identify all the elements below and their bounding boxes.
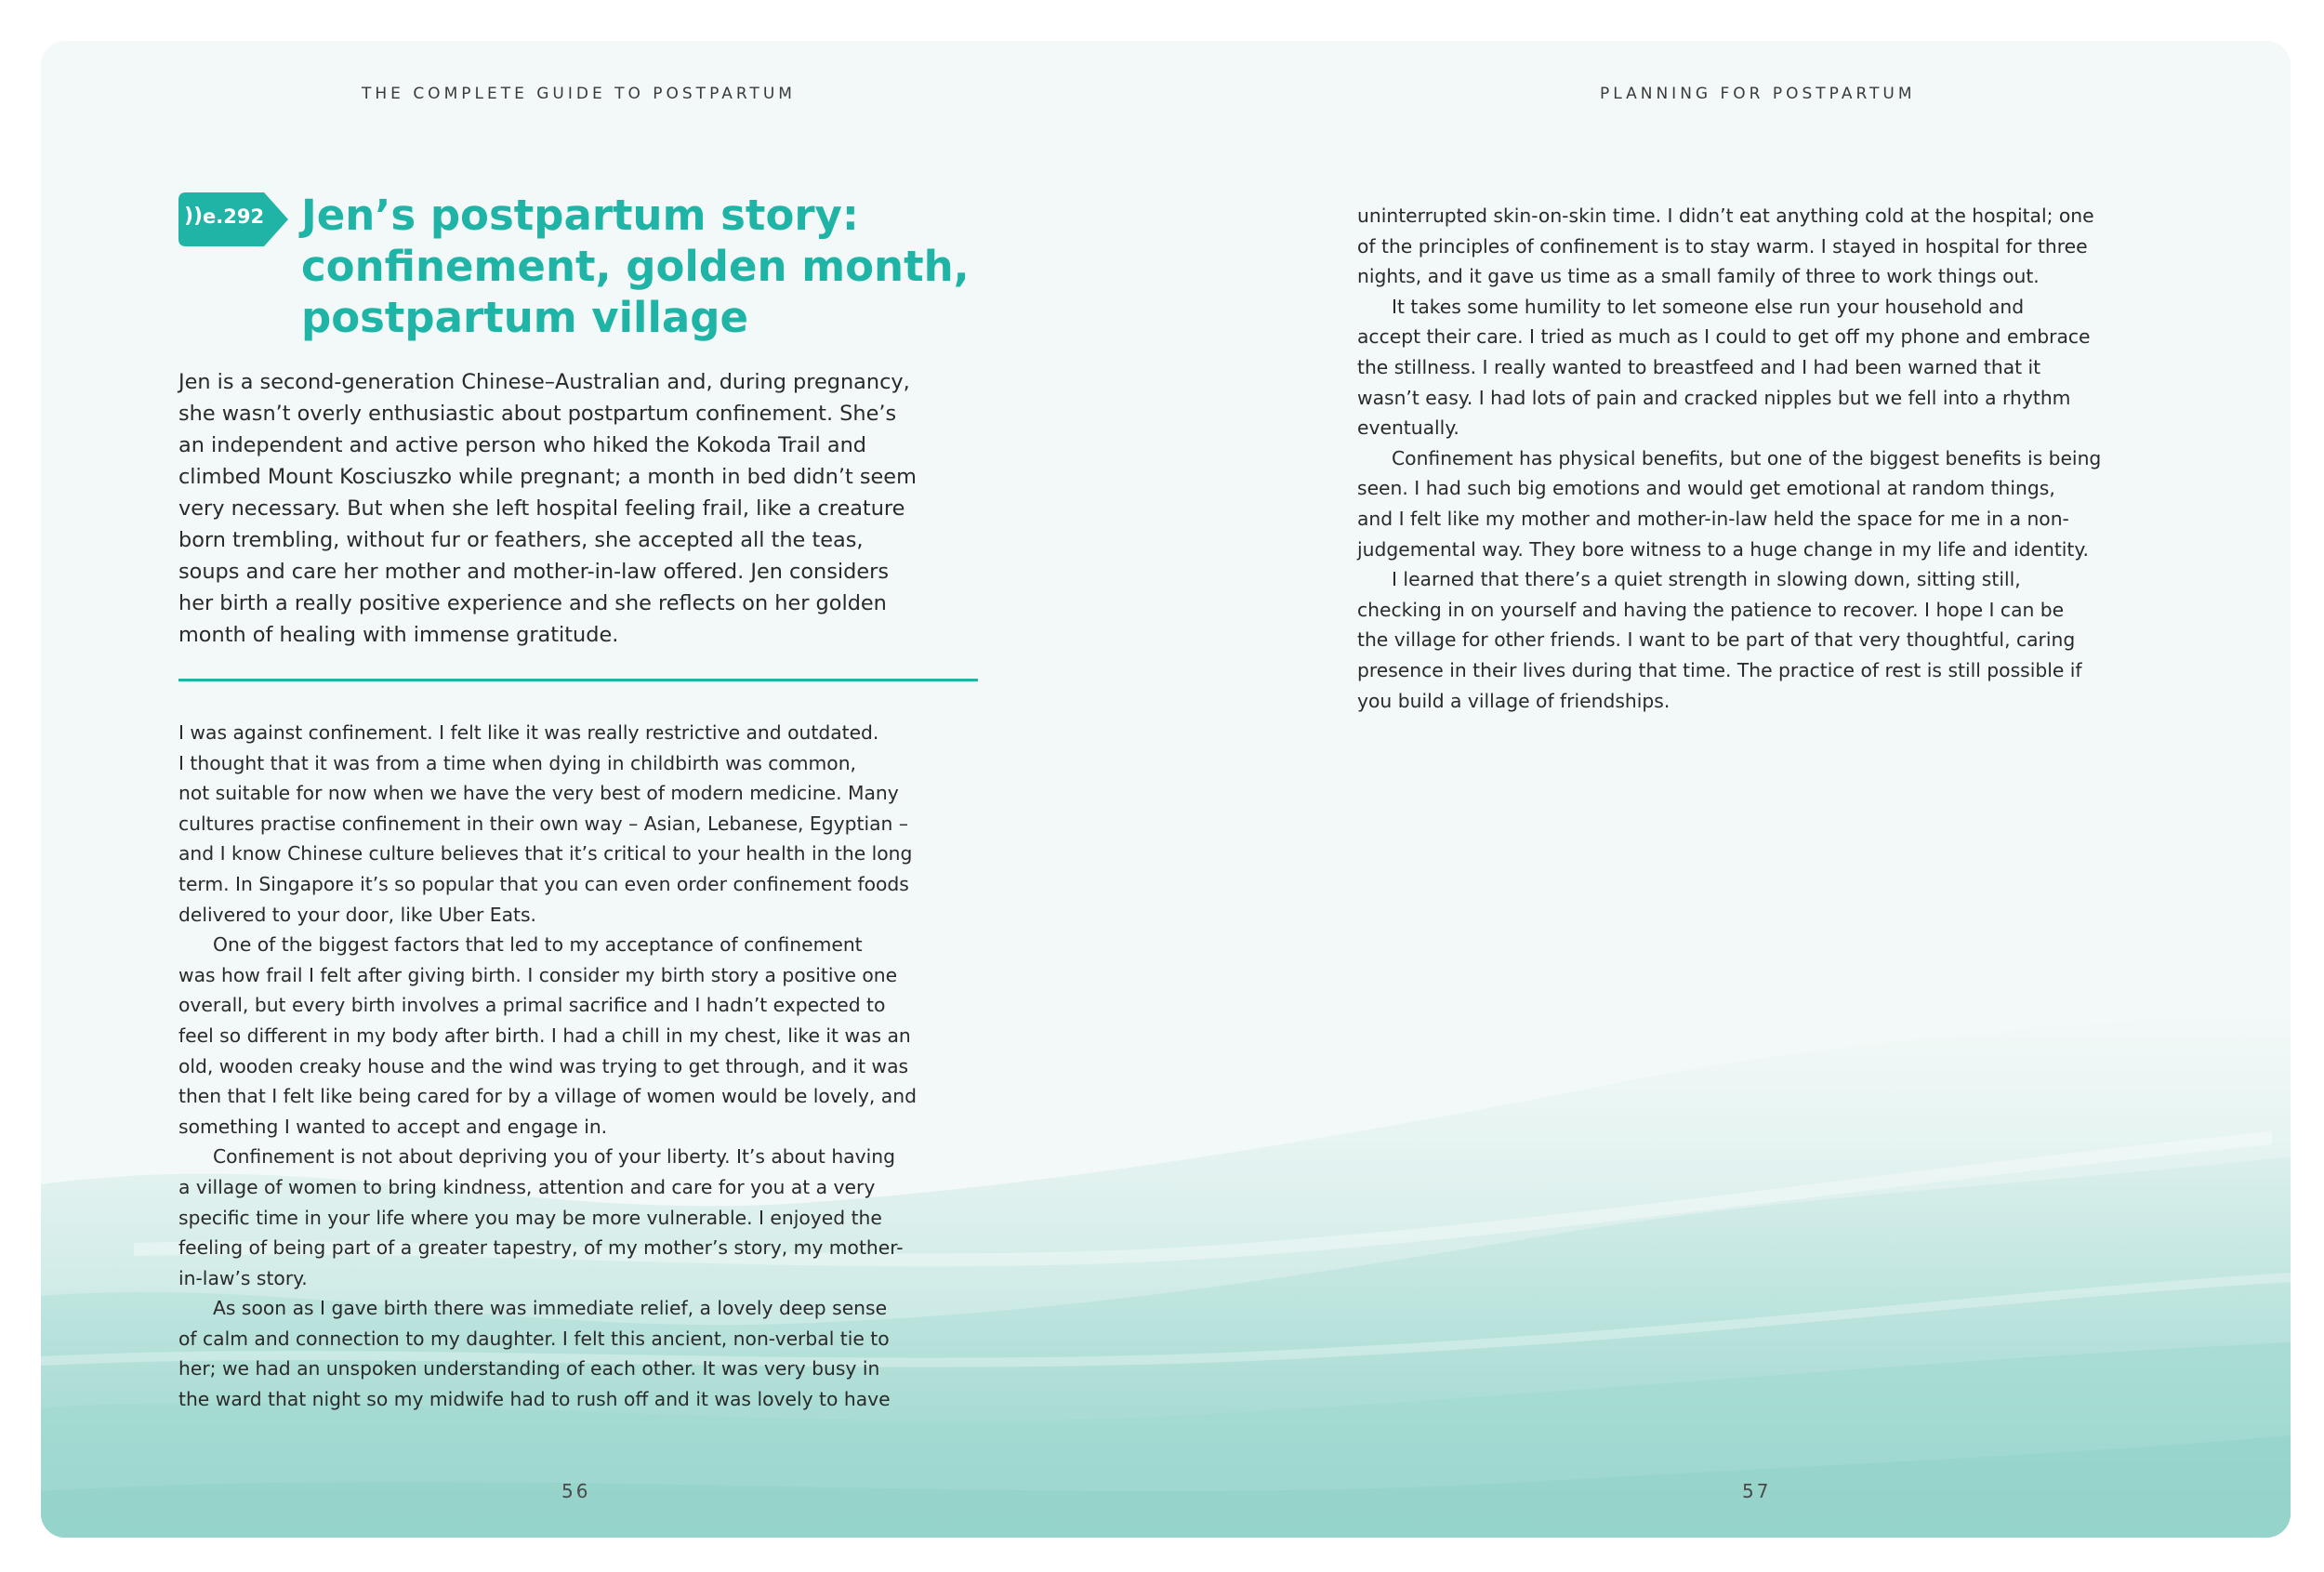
intro-line: month of healing with immense gratitude. <box>178 623 619 647</box>
body-line: you build a village of friendships. <box>1357 689 1670 712</box>
section-divider <box>178 679 978 681</box>
body-line: not suitable for now when we have the very best of modern medicine. Many <box>178 782 899 805</box>
heading-line: postpartum village <box>301 293 749 342</box>
body-line: nights, and it gave us time as a small family of three to work things out. <box>1357 265 2040 288</box>
intro-line: Jen is a second-generation Chinese–Australian and, during pregnancy, <box>178 370 910 394</box>
body-line: It takes some humility to let someone else run your household and <box>1392 295 2025 318</box>
body-line: Confinement has physical benefits, but one of the biggest benefits is being <box>1392 446 2102 469</box>
body-line: a village of women to bring kindness, attention and care for you at a very <box>178 1175 876 1198</box>
story-heading <box>301 190 970 343</box>
body-line: eventually. <box>1357 416 1459 440</box>
body-line: and I know Chinese culture believes that it’s critical to your health in the long <box>178 842 913 865</box>
intro-line: an independent and active person who hiked the Kokoda Trail and <box>178 433 867 457</box>
body-line: feel so different in my body after birth. I had a chill in my chest, like it was an <box>178 1024 911 1047</box>
body-line: the stillness. I really wanted to breastfeed and I had been warned that it <box>1357 355 2041 378</box>
body-line: and I felt like my mother and mother-in-law held the space for me in a non- <box>1357 507 2069 530</box>
body-line: overall, but every birth involves a primal sacrifice and I hadn’t expected to <box>178 994 886 1017</box>
episode-tag-label: e.292 <box>203 205 265 228</box>
body-line: accept their care. I tried as much as I could to get off my phone and embrace <box>1357 325 2091 349</box>
body-line: her; we had an unspoken understanding of each other. It was very busy in <box>178 1357 880 1380</box>
body-line: I learned that there’s a quiet strength in slowing down, sitting still, <box>1392 568 2021 591</box>
intro-paragraph <box>178 366 997 651</box>
left-body-text <box>178 718 997 1415</box>
book-spread <box>41 41 2291 1538</box>
body-line: delivered to your door, like Uber Eats. <box>178 903 536 926</box>
intro-line: she wasn’t overly enthusiastic about postpartum confinement. She’s <box>178 402 897 426</box>
intro-line: very necessary. But when she left hospital feeling frail, like a creature <box>178 496 905 521</box>
body-line: term. In Singapore it’s so popular that you can even order confinement foods <box>178 872 909 895</box>
body-line: in-law’s story. <box>178 1266 308 1289</box>
body-line: of the principles of confinement is to stay warm. I stayed in hospital for three <box>1357 234 2088 258</box>
body-line: Confinement is not about depriving you of your liberty. It’s about having <box>213 1145 895 1169</box>
body-line: cultures practise confinement in their own way – Asian, Lebanese, Egyptian – <box>178 812 908 835</box>
body-line: checking in on yourself and having the patience to recover. I hope I can be <box>1357 598 2065 621</box>
intro-line: born trembling, without fur or feathers, she accepted all the teas, <box>178 528 864 552</box>
right-body-text <box>1357 201 2175 716</box>
body-line: seen. I had such big emotions and would get emotional at random things, <box>1357 477 2055 500</box>
body-line: uninterrupted skin-on-skin time. I didn’t eat anything cold at the hospital; one <box>1357 205 2094 227</box>
intro-line: her birth a really positive experience and she reflects on her golden <box>178 591 887 615</box>
running-head-left: THE COMPLETE GUIDE TO POSTPARTUM <box>362 85 796 103</box>
body-line: wasn’t easy. I had lots of pain and cracked nipples but we fell into a rhythm <box>1357 386 2071 409</box>
body-line: specific time in your life where you may be more vulnerable. I enjoyed the <box>178 1206 882 1229</box>
heading-line: confinement, golden month, <box>301 242 970 291</box>
body-line: was how frail I felt after giving birth. I consider my birth story a positive one <box>178 963 898 986</box>
audio-waves-icon: )) <box>184 205 204 228</box>
body-line: something I wanted to accept and engage in. <box>178 1115 608 1138</box>
body-line: judgemental way. They bore witness to a huge change in my life and identity. <box>1357 537 2089 561</box>
intro-line: soups and care her mother and mother-in-law offered. Jen considers <box>178 560 889 584</box>
body-line: presence in their lives during that time. The practice of rest is still possible if <box>1357 658 2082 681</box>
heading-line: Jen’s postpartum story: <box>301 191 859 240</box>
page-number-left: 56 <box>561 1480 591 1502</box>
intro-line: climbed Mount Kosciuszko while pregnant; a month in bed didn’t seem <box>178 465 917 489</box>
body-line: old, wooden creaky house and the wind was trying to get through, and it was <box>178 1054 909 1077</box>
body-line: I was against confinement. I felt like it was really restrictive and outdated. <box>178 721 879 744</box>
page-number-right: 57 <box>1742 1480 1772 1502</box>
episode-tag <box>178 192 288 246</box>
running-head-right: PLANNING FOR POSTPARTUM <box>1600 85 1916 103</box>
body-line: of calm and connection to my daughter. I felt this ancient, non-verbal tie to <box>178 1327 890 1350</box>
body-line: One of the biggest factors that led to my acceptance of confinement <box>213 933 863 957</box>
body-line: the village for other friends. I want to be part of that very thoughtful, caring <box>1357 628 2076 652</box>
body-line: then that I felt like being cared for by a village of women would be lovely, and <box>178 1085 917 1108</box>
body-line: As soon as I gave birth there was immediate relief, a lovely deep sense <box>213 1297 888 1320</box>
body-line: I thought that it was from a time when dying in childbirth was common, <box>178 751 857 774</box>
body-line: the ward that night so my midwife had to rush off and it was lovely to have <box>178 1388 891 1411</box>
body-line: feeling of being part of a greater tapestry, of my mother’s story, my mother- <box>178 1236 904 1260</box>
